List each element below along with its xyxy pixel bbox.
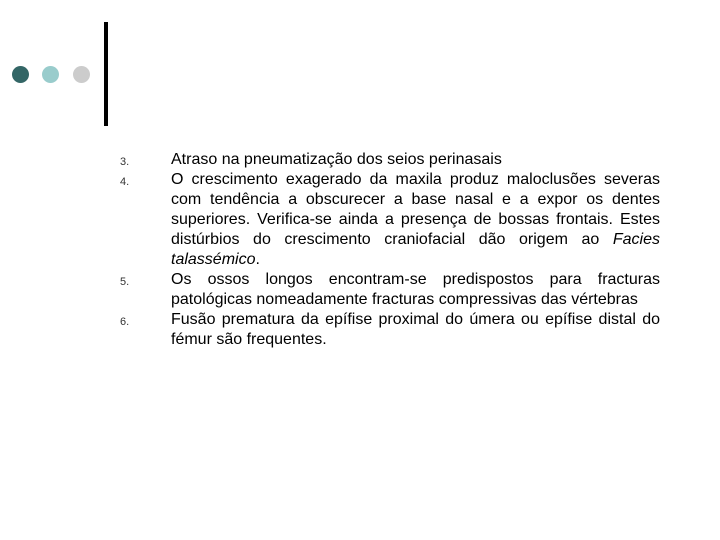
- numbered-list: [120, 150, 660, 350]
- list-item: [120, 270, 660, 310]
- item-text: Os ossos longos encontram-se predispostos para fracturas patológicas nomeadamente fracturas compressivas das vértebras: [171, 271, 660, 308]
- dark-teal-dot: [12, 66, 29, 83]
- item-number: 5.: [120, 276, 130, 288]
- item-text: Atraso na pneumatização dos seios perinasais: [171, 151, 502, 168]
- list-item: [120, 310, 660, 350]
- item-text-part: .: [255, 251, 260, 268]
- vertical-divider: [104, 22, 108, 126]
- item-text: Fusão prematura da epífise proximal do úmera ou epífise distal do fémur são frequentes.: [171, 311, 660, 348]
- item-number: 4.: [120, 176, 130, 188]
- list-item: [120, 170, 660, 270]
- item-text: [171, 170, 660, 270]
- item-number: 3.: [120, 156, 130, 168]
- light-teal-dot: [42, 66, 59, 83]
- item-text-part: O crescimento exagerado da maxila produz maloclusões severas com tendência a obscurecer a base nasal e a expor os dentes superiores. Verifica-se ainda a presença de bossas frontais. Estes distúrbios do crescimento craniofacial dão origem ao: [171, 171, 660, 248]
- gray-dot: [73, 66, 90, 83]
- emphasis-term: Facies talassémico: [171, 231, 660, 268]
- item-number: 6.: [120, 316, 130, 328]
- list-item: [120, 150, 660, 170]
